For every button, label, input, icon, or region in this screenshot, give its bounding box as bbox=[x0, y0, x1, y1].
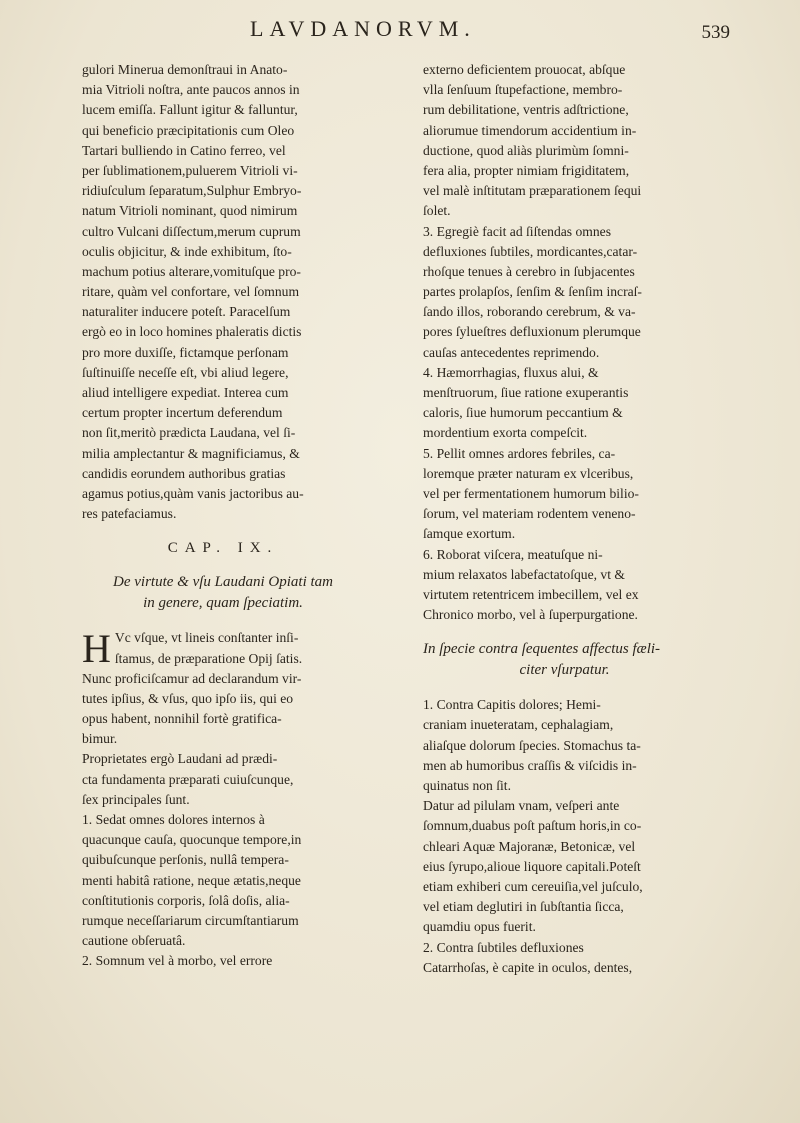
left-text-top bbox=[82, 60, 364, 524]
text-line: conſtitutionis corporis, ſolâ doſis, alia- bbox=[82, 892, 290, 908]
left-column bbox=[82, 60, 364, 972]
text-line: Proprietates ergò Laudani ad prædi- bbox=[82, 751, 278, 767]
text-line: quamdiu opus fuerit. bbox=[423, 919, 536, 935]
text-line: Tartari bulliendo in Catino ferreo, vel bbox=[82, 142, 286, 158]
text-line: 6. Roborat viſcera, meatuſque ni- bbox=[423, 546, 603, 562]
text-line: quibuſcunque perſonis, nullâ tempera- bbox=[82, 852, 289, 868]
text-line: aliorumue timendorum accidentium in- bbox=[423, 122, 637, 138]
text-line: cauſas antecedentes reprimendo. bbox=[423, 344, 600, 360]
text-line: loremque præter naturam ex vlceribus, bbox=[423, 465, 634, 481]
chapter-title-line-2: in genere, quam ſpeciatim. bbox=[143, 595, 303, 612]
text-line: cta fundamenta præparati cuiuſcunque, bbox=[82, 771, 294, 787]
text-line: eius ſyrupo,alioue liquore capitali.Poteſt bbox=[423, 858, 641, 874]
text-line: fera alia, propter nimiam frigiditatem, bbox=[423, 162, 630, 178]
text-line: milia amplectantur & magnificiamus, & bbox=[82, 445, 300, 461]
text-line: ſuſtinuiſſe neceſſe eſt, vbi aliud legere, bbox=[82, 364, 289, 380]
text-line: craniam inueteratam, cephalagiam, bbox=[423, 717, 614, 733]
text-line: 1. Contra Capitis dolores; Hemi- bbox=[423, 697, 601, 713]
text-line: agamus potius,quàm vanis jactoribus au- bbox=[82, 485, 304, 501]
text-line: vel etiam deglutiri in ſubſtantia ſicca, bbox=[423, 899, 624, 915]
text-line: ſomnum,duabus poſt paſtum horis,in co- bbox=[423, 818, 642, 834]
text-line: candidis eorundem authoribus gratias bbox=[82, 465, 286, 481]
text-line: chleari Aquæ Majoranæ, Betonicæ, vel bbox=[423, 838, 636, 854]
text-line: natum Vitrioli nominant, quod nimirum bbox=[82, 203, 298, 219]
text-line: res patefaciamus. bbox=[82, 506, 177, 522]
text-line: opus habent, nonnihil fortè gratifica- bbox=[82, 711, 282, 727]
text-line: menſtruorum, ſiue ratione exuperantis bbox=[423, 385, 629, 400]
text-line: vel per fermentationem humorum bilio- bbox=[423, 485, 639, 501]
text-line: rum debilitatione, ventris adſtrictione, bbox=[423, 102, 629, 118]
text-line: ritare, quàm vel confortare, vel ſomnum bbox=[82, 284, 300, 300]
text-line: ergò eo in loco homines phaleratis dictis bbox=[82, 324, 302, 340]
text-line: vel malè inſtitutam præparationem ſequi bbox=[423, 183, 642, 199]
text-line: bimur. bbox=[82, 731, 118, 747]
text-line: etiam exhiberi cum cereuiſia,vel juſculo, bbox=[423, 878, 643, 894]
section-gap bbox=[423, 625, 706, 639]
running-title: LAVDANORVM. bbox=[250, 16, 476, 41]
text-line: mia Vitrioli noſtra, ante paucos annos in bbox=[82, 82, 300, 98]
text-line: Catarrhoſas, è capite in oculos, dentes, bbox=[423, 959, 633, 975]
right-column bbox=[423, 60, 706, 978]
left-text-bottom bbox=[82, 669, 364, 972]
text-line: partes prolapſos, ſenſim & ſenſim incraſ- bbox=[423, 284, 642, 300]
drop-cap: H bbox=[82, 626, 111, 672]
text-line: virtutem retentricem imbecillem, vel ex bbox=[423, 586, 639, 602]
text-line: pores ſylueſtres defluxionum plerumque bbox=[423, 324, 641, 340]
text-line: ſorum, vel materiam rodentem veneno- bbox=[423, 506, 636, 522]
text-line: tutes ipſius, & vſus, quo ipſo iis, qui eo bbox=[82, 690, 294, 706]
text-line: 2. Contra ſubtiles defluxiones bbox=[423, 939, 584, 955]
text-line: ſex principales ſunt. bbox=[82, 791, 190, 807]
text-line: cultro Vulcani diſſectum,merum cuprum bbox=[82, 223, 301, 239]
text-line: menti habitâ ratione, neque ætatis,neque bbox=[82, 872, 301, 888]
text-line: qui beneficio præcipitationis cum Oleo bbox=[82, 122, 295, 138]
text-line: gulori Minerua demonſtraui in Anato- bbox=[82, 62, 288, 77]
section-heading-line-2: citer vſurpatur. bbox=[519, 662, 610, 679]
text-line: rhoſque tenues à cerebro in ſubjacentes bbox=[423, 263, 635, 279]
text-line: per ſublimationem,puluerem Vitrioli vi- bbox=[82, 162, 298, 178]
text-line: machum potius alterare,vomituſque pro- bbox=[82, 263, 301, 279]
text-line: ductione, quod aliàs plurimùm ſomni- bbox=[423, 142, 629, 158]
chapter-opening bbox=[82, 626, 364, 672]
text-line: naturaliter inducere poteſt. Paracelſum bbox=[82, 304, 291, 320]
section-heading-line-1: In ſpecie contra ſequentes affectus fæli- bbox=[423, 641, 661, 658]
text-line: caloris, ſiue humorum peccantium & bbox=[423, 405, 623, 421]
text-line: ridiuſculum ſeparatum,Sulphur Embryo- bbox=[82, 183, 302, 199]
text-line: 4. Hæmorrhagias, fluxus alui, & bbox=[423, 364, 599, 380]
text-line: certum propter incertum deferendum bbox=[82, 405, 283, 421]
text-line: non ſit,meritò prædicta Laudana, vel ſi- bbox=[82, 425, 296, 441]
text-line: 2. Somnum vel à morbo, vel errore bbox=[82, 953, 273, 969]
text-line: ſamque exortum. bbox=[423, 526, 516, 542]
drop-cap-lines bbox=[82, 626, 364, 672]
text-line: rumque neceſſariarum circumſtantiarum bbox=[82, 912, 299, 928]
section-gap bbox=[423, 681, 706, 695]
text-line: Datur ad pilulam vnam, veſperi ante bbox=[423, 798, 620, 814]
text-line: ſando illos, roborando cerebrum, & va- bbox=[423, 304, 636, 320]
text-line: defluxiones ſubtiles, mordicantes,catar- bbox=[423, 243, 638, 259]
text-line: mordentium exorta compeſcit. bbox=[423, 425, 588, 441]
text-line: Chronico morbo, vel à ſuperpurgatione. bbox=[423, 607, 638, 623]
text-line: men ab humoribus craſſis & viſcidis in- bbox=[423, 757, 637, 773]
text-line: Nunc proficiſcamur ad declarandum vir- bbox=[82, 670, 302, 686]
text-line: quacunque cauſa, quocunque tempore,in bbox=[82, 832, 302, 848]
page-number: 539 bbox=[701, 22, 730, 43]
text-line: quinatus non ſit. bbox=[423, 778, 511, 793]
text-line: oculis objicitur, & inde exhibitum, ſto- bbox=[82, 243, 292, 259]
text-line: ſolet. bbox=[423, 203, 451, 219]
right-text-top bbox=[423, 60, 706, 625]
text-line: mium relaxatos labefactatoſque, vt & bbox=[423, 566, 625, 582]
chapter-heading: CAP. IX. bbox=[167, 540, 279, 557]
text-line: aliaſque dolorum ſpecies. Stomachus ta- bbox=[423, 737, 641, 753]
text-line: vlla ſenſuum ſtupefactione, membro- bbox=[423, 82, 623, 98]
text-line: Vc vſque, vt lineis conſtanter inſi- bbox=[114, 630, 299, 646]
text-line: 1. Sedat omnes dolores internos à bbox=[82, 812, 265, 827]
text-line: 3. Egregiè facit ad ſiſtendas omnes bbox=[423, 223, 611, 239]
text-line: pro more duxiſſe, fictamque perſonam bbox=[82, 344, 289, 360]
text-line: externo deficientem prouocat, abſque bbox=[423, 62, 626, 77]
text-line: cautione obſeruatâ. bbox=[82, 933, 186, 949]
right-text-bottom bbox=[423, 695, 706, 978]
text-line: aliud intelligere expediat. Interea cum bbox=[82, 385, 289, 400]
text-line: 5. Pellit omnes ardores febriles, ca- bbox=[423, 445, 616, 461]
text-line: ſtamus, de præparatione Opij ſatis. bbox=[114, 650, 303, 666]
chapter-title-line-1: De virtute & vſu Laudani Opiati tam bbox=[113, 574, 333, 591]
text-line: lucem emiſſa. Fallunt igitur & falluntur, bbox=[82, 102, 298, 118]
